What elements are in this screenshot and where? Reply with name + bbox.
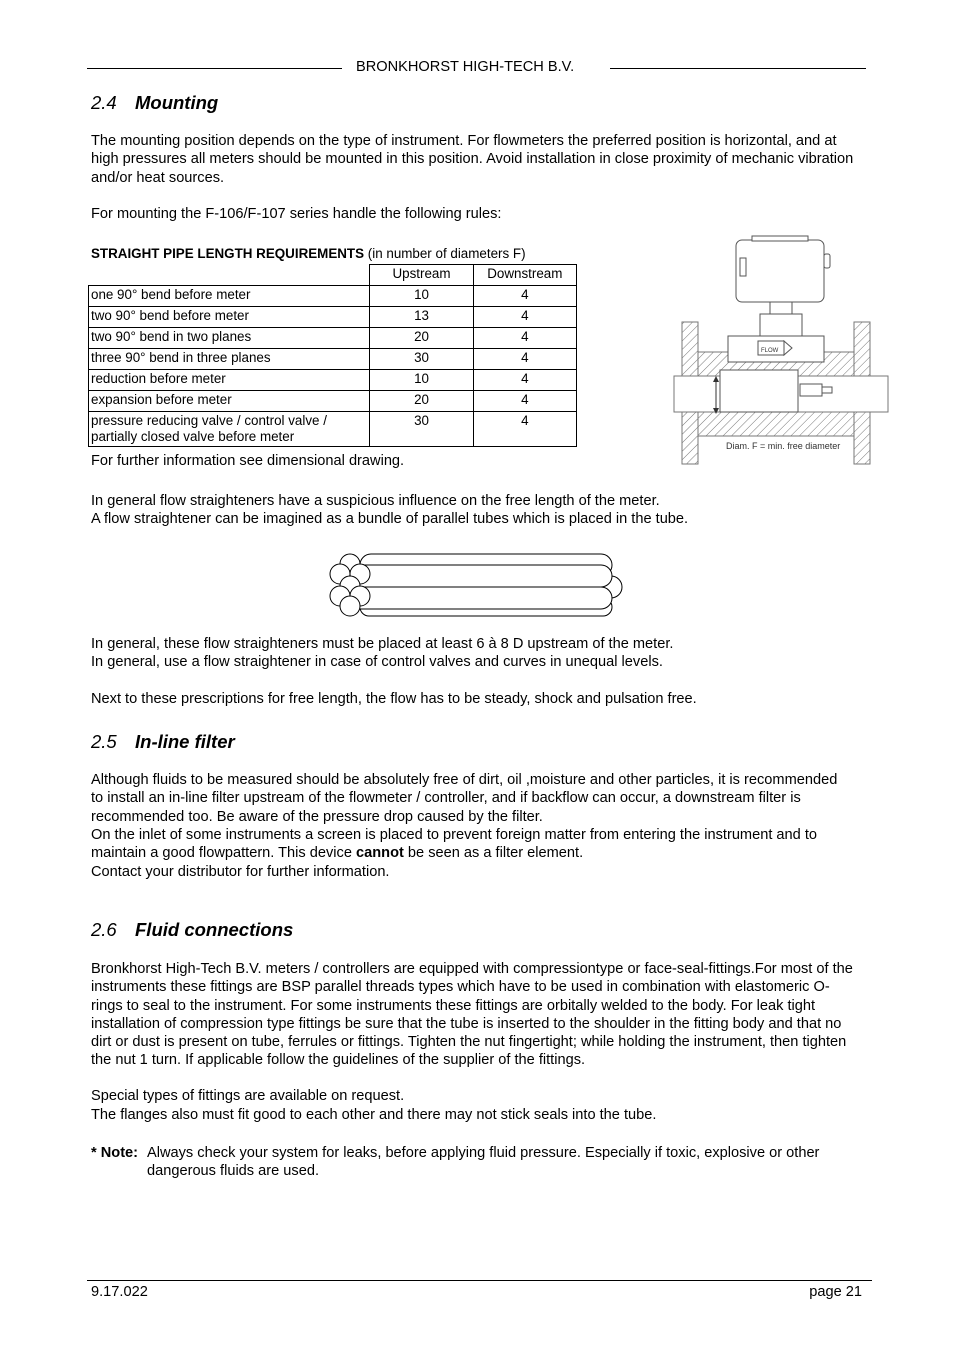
table-title-bold: STRAIGHT PIPE LENGTH REQUIREMENTS xyxy=(91,246,365,261)
footer-page-number: page 21 xyxy=(809,1284,862,1300)
section-title: Fluid connections xyxy=(135,919,294,940)
straightener-paragraph-1: In general flow straighteners have a suspicious influence on the free length of the meter. xyxy=(91,493,660,509)
straightener-paragraph-2: A flow straightener can be imagined as a bundle of parallel tubes which is placed in the tube. xyxy=(91,511,689,527)
row-downstream: 4 xyxy=(473,370,576,391)
table-row xyxy=(89,370,577,391)
table-row xyxy=(89,391,577,412)
footer-rule xyxy=(87,1280,872,1281)
table-row xyxy=(89,307,577,328)
row-label: three 90° bend in three planes xyxy=(89,349,370,370)
section-title: Mounting xyxy=(135,92,219,113)
filter-text-end: be seen as a filter element. xyxy=(403,845,584,862)
filter-text-start: On the inlet of some instruments a screen is placed to prevent foreign matter from entering the instrument and to maintain a good flowpattern. This device xyxy=(91,827,818,862)
connections-paragraph-1: Bronkhorst High-Tech B.V. meters / controllers are equipped with compressiontype or face-seal-fittings.For most of the instruments these fittings are BSP parallel threads types which have to be used in combination with elastomeric O-rings to seal to the instrument. For some instruments these fittings are orbitally welded to the body. For leak tight installation of compression type fittings be sure that the tube is inserted to the shoulder in the fitting body and that no dirt or dust is present on tube, ferrules or fittings. Tighten the nut fingertight; while holding the instrument, then tighten the nut 1 turn. If applicable follow the guidelines of the supplier of the fittings. xyxy=(91,961,853,1069)
section-heading-fluid-connections xyxy=(91,919,293,941)
flow-straightener-diagram xyxy=(326,550,628,620)
footer-doc-number: 9.17.022 xyxy=(91,1284,148,1300)
mounting-paragraph-2: For mounting the F-106/F-107 series handle the following rules: xyxy=(91,206,502,222)
filter-paragraph-3: Contact your distributor for further information. xyxy=(91,864,390,880)
section-heading-mounting xyxy=(91,92,218,114)
straightener-paragraph-3: In general, these flow straighteners must be placed at least 6 à 8 D upstream of the meter. xyxy=(91,636,674,652)
row-downstream: 4 xyxy=(473,412,576,447)
table-row xyxy=(89,328,577,349)
note-text: Always check your system for leaks, before applying fluid pressure. Especially if toxic, explosive or other dangerous fluids are used. xyxy=(147,1145,820,1180)
section-number: 2.4 xyxy=(91,92,117,113)
table-title-rest: (in number of diameters F) xyxy=(364,246,526,261)
row-downstream: 4 xyxy=(473,307,576,328)
table-footnote: For further information see dimensional drawing. xyxy=(91,453,405,469)
col-downstream: Downstream xyxy=(473,265,576,286)
header-rule-right xyxy=(610,68,866,69)
table-row xyxy=(89,412,577,447)
header-company: BRONKHORST HIGH-TECH B.V. xyxy=(356,59,575,75)
straight-pipe-table xyxy=(88,264,577,447)
row-label: two 90° bend in two planes xyxy=(89,328,370,349)
straightener-paragraph-4: In general, use a flow straightener in case of control valves and curves in unequal levels. xyxy=(91,654,663,670)
row-downstream: 4 xyxy=(473,391,576,412)
row-label: pressure reducing valve / control valve / partially closed valve before meter xyxy=(89,412,370,447)
note xyxy=(91,1144,858,1181)
section-heading-inline-filter xyxy=(91,731,235,753)
row-downstream: 4 xyxy=(473,286,576,307)
steady-flow-paragraph: Next to these prescriptions for free length, the flow has to be steady, shock and pulsation free. xyxy=(91,691,697,707)
table-header-blank xyxy=(89,265,370,286)
diagram-caption: Diam. F = min. free diameter xyxy=(726,441,841,451)
filter-paragraph-2 xyxy=(91,826,851,863)
section-number: 2.6 xyxy=(91,919,117,940)
table-row xyxy=(89,286,577,307)
section-title: In-line filter xyxy=(135,731,235,752)
row-label: one 90° bend before meter xyxy=(89,286,370,307)
table-row xyxy=(89,349,577,370)
filter-text-bold: cannot xyxy=(356,845,404,862)
row-downstream: 4 xyxy=(473,328,576,349)
connections-paragraph-3: The flanges also must fit good to each other and there may not stick seals into the tube. xyxy=(91,1107,657,1123)
connections-paragraph-2: Special types of fittings are available on request. xyxy=(91,1088,405,1104)
row-label: reduction before meter xyxy=(89,370,370,391)
row-upstream: 30 xyxy=(370,349,473,370)
section-number: 2.5 xyxy=(91,731,117,752)
row-upstream: 13 xyxy=(370,307,473,328)
row-upstream: 20 xyxy=(370,391,473,412)
row-upstream: 10 xyxy=(370,286,473,307)
row-label: expansion before meter xyxy=(89,391,370,412)
diagram-flow-label: FLOW xyxy=(761,348,779,354)
note-label: * Note: xyxy=(91,1145,139,1161)
row-label: two 90° bend before meter xyxy=(89,307,370,328)
row-upstream: 30 xyxy=(370,412,473,447)
row-upstream: 10 xyxy=(370,370,473,391)
col-upstream: Upstream xyxy=(370,265,473,286)
filter-paragraph-1: Although fluids to be measured should be absolutely free of dirt, oil ,moisture and other particles, it is recommended to install an in-line filter upstream of the flowmeter / controller, and if backflow can occur, a downstream filter is recommended too. Be aware of the pressure drop caused by the filter. xyxy=(91,772,838,825)
table-title xyxy=(91,246,526,261)
table-header-row xyxy=(89,265,577,286)
mounting-paragraph-1: The mounting position depends on the type of instrument. For flowmeters the preferred position is horizontal, and at high pressures all meters should be mounted in this position. Avoid installation in close proximity of mechanic vibration and/or heat sources. xyxy=(91,133,854,186)
meter-installation-diagram xyxy=(670,234,892,468)
row-downstream: 4 xyxy=(473,349,576,370)
header-rule-left xyxy=(87,68,342,69)
row-upstream: 20 xyxy=(370,328,473,349)
